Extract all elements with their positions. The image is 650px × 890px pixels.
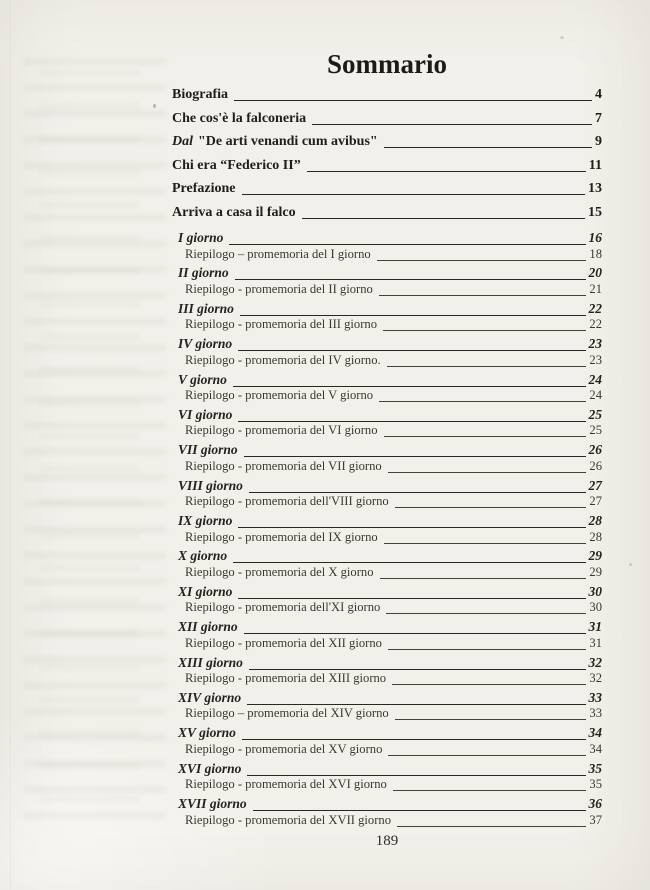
toc-subentry-page: 23: [589, 352, 602, 367]
toc-entry-label: Prefazione: [172, 181, 236, 196]
toc-day-page: 16: [588, 230, 602, 245]
toc-day-entry: [172, 513, 602, 530]
toc-day-group: [172, 265, 602, 297]
toc-subentry-page: 29: [589, 564, 602, 579]
toc-day-entry: [172, 407, 602, 424]
leader-line: [238, 598, 585, 599]
leader-line: [247, 775, 585, 776]
toc-entry: [172, 111, 602, 135]
toc-subentry-page: 24: [589, 388, 602, 403]
toc-subentry-label: Riepilogo - promemoria del II giorno: [185, 281, 373, 296]
toc-entry-page: 11: [588, 157, 602, 173]
toc-subentry: [172, 706, 602, 721]
toc-subentry-label: Riepilogo – promemoria del I giorno: [185, 246, 371, 261]
toc-day-label: XVII giorno: [178, 796, 247, 811]
toc-subentry-page: 26: [589, 458, 602, 473]
toc-entry-page: 7: [595, 110, 602, 126]
toc-day-label: XI giorno: [178, 583, 233, 599]
toc-day-label: VIII giorno: [178, 477, 243, 493]
toc-day-group: [172, 442, 602, 474]
leader-line: [384, 147, 592, 148]
toc-day-group: [172, 619, 602, 651]
leader-line: [395, 719, 587, 720]
toc-day-entry: [172, 372, 602, 389]
leader-line: [392, 684, 586, 685]
toc-day-label: III giorno: [178, 300, 234, 316]
toc-subentry: [172, 600, 602, 615]
toc-day-label: XIV giorno: [178, 689, 242, 705]
toc-subentry: [172, 317, 602, 332]
toc-day-entry: [172, 478, 602, 495]
leader-line: [249, 669, 586, 670]
toc-subentry-page: 22: [589, 317, 602, 332]
leader-line: [244, 633, 586, 634]
leader-line: [388, 649, 586, 650]
toc-day-page: 35: [588, 760, 602, 776]
toc-day-page: 36: [588, 796, 602, 811]
toc-day-group: [172, 725, 602, 757]
toc-day-entry: [172, 655, 602, 672]
toc-day-group: [172, 796, 602, 828]
leader-line: [233, 386, 586, 387]
toc-day-page: 34: [588, 725, 602, 741]
leader-line: [377, 260, 587, 261]
leader-line: [234, 100, 592, 101]
leader-line: [397, 826, 586, 827]
toc-subentry-label: Riepilogo - promemoria del XV giorno: [185, 741, 383, 756]
toc-day-page: 31: [588, 619, 602, 635]
toc-subentry-page: 28: [589, 529, 602, 544]
leader-line: [233, 562, 585, 563]
toc-day-label: VI giorno: [178, 406, 233, 422]
toc-subentry-page: 21: [589, 281, 602, 296]
leader-line: [388, 472, 587, 473]
leader-line: [379, 401, 586, 402]
scan-speck: [560, 36, 564, 39]
toc-day-label: V giorno: [178, 371, 227, 387]
toc-day-group: [172, 655, 602, 687]
toc-day-label: X giorno: [178, 548, 228, 564]
toc-subentry: [172, 813, 602, 828]
toc-entry-page: 13: [588, 181, 602, 196]
toc-subentry-label: Riepilogo - promemoria del IX giorno: [185, 529, 378, 544]
toc-day-group: [172, 584, 602, 616]
page-title: Sommario: [327, 49, 447, 79]
leader-line: [242, 739, 586, 740]
toc-subentry-label: Riepilogo - promemoria del XVI giorno: [185, 777, 387, 792]
toc-day-label: IX giorno: [178, 513, 233, 528]
toc-entry-label: Che cos'è la falconeria: [172, 110, 307, 126]
toc-subentry: [172, 777, 602, 792]
leader-line: [240, 315, 586, 316]
toc-day-entry: [172, 796, 602, 813]
toc-day-section: [172, 230, 602, 828]
toc-day-entry: [172, 301, 602, 318]
toc-subentry-page: 35: [589, 777, 602, 792]
toc-day-page: 23: [588, 336, 602, 352]
leader-line: [238, 527, 585, 528]
toc-subentry: [172, 247, 602, 262]
toc-subentry-label: Riepilogo - promemoria del V giorno: [185, 388, 374, 403]
toc-subentry: [172, 530, 602, 545]
toc-subentry: [172, 353, 602, 368]
toc-day-entry: [172, 690, 602, 707]
leader-line: [380, 578, 587, 579]
leader-line: [388, 755, 586, 756]
toc-subentry: [172, 636, 602, 651]
table-of-contents: [172, 87, 602, 831]
leader-line: [384, 543, 587, 544]
toc-day-entry: [172, 442, 602, 459]
toc-subentry-label: Riepilogo - promemoria del XII giorno: [185, 635, 382, 650]
toc-subentry: [172, 423, 602, 438]
leader-line: [386, 613, 586, 614]
toc-entry-page: 4: [595, 87, 602, 102]
toc-day-entry: [172, 230, 602, 247]
leader-line: [383, 330, 586, 331]
toc-subentry-label: Riepilogo - promemoria del XIII giorno: [185, 671, 387, 686]
toc-day-group: [172, 372, 602, 404]
toc-subentry: [172, 282, 602, 297]
toc-entry: [172, 87, 602, 111]
toc-day-label: XV giorno: [178, 725, 236, 741]
scan-speck: [629, 563, 632, 566]
toc-day-group: [172, 301, 602, 333]
toc-subentry: [172, 565, 602, 580]
toc-day-label: II giorno: [178, 265, 229, 281]
toc-entry: [172, 158, 602, 182]
toc-subentry-label: Riepilogo - promemoria del IV giorno.: [185, 352, 381, 367]
toc-day-label: I giorno: [178, 230, 224, 245]
toc-subentry-page: 32: [589, 671, 602, 686]
leader-line: [312, 124, 592, 125]
toc-day-group: [172, 407, 602, 439]
toc-subentry: [172, 459, 602, 474]
toc-day-entry: [172, 265, 602, 282]
leader-line: [302, 218, 585, 219]
toc-subentry-page: 31: [589, 635, 602, 650]
toc-day-page: 33: [588, 689, 602, 705]
toc-day-entry: [172, 725, 602, 742]
toc-day-label: IV giorno: [178, 336, 233, 352]
toc-day-page: 29: [588, 548, 602, 564]
toc-day-entry: [172, 336, 602, 353]
toc-subentry-label: Riepilogo - promemoria dell'XI giorno: [185, 600, 381, 615]
toc-subentry-label: Riepilogo – promemoria del XIV giorno: [185, 706, 389, 721]
toc-day-entry: [172, 761, 602, 778]
leader-line: [395, 507, 587, 508]
toc-day-page: 24: [588, 371, 602, 387]
toc-day-group: [172, 336, 602, 368]
toc-entry-label: Biografia: [172, 87, 228, 102]
toc-subentry: [172, 494, 602, 509]
toc-day-entry: [172, 619, 602, 636]
toc-entry-label: "De arti venandi cum avibus": [198, 134, 378, 149]
page-crease: [10, 0, 12, 890]
toc-day-label: XII giorno: [178, 619, 238, 635]
toc-subentry-label: Riepilogo - promemoria del VI giorno: [185, 423, 378, 438]
toc-main-section: [172, 87, 602, 228]
toc-day-page: 22: [588, 300, 602, 316]
leader-line: [249, 492, 586, 493]
toc-entry: [172, 205, 602, 229]
toc-day-page: 20: [588, 265, 602, 281]
toc-entry: [172, 134, 602, 158]
toc-subentry-page: 18: [589, 246, 602, 261]
leader-line: [379, 295, 587, 296]
toc-subentry-page: 33: [589, 706, 602, 721]
toc-day-entry: [172, 548, 602, 565]
toc-entry-page: 9: [595, 134, 602, 149]
toc-day-label: XVI giorno: [178, 760, 242, 776]
leader-line: [244, 456, 586, 457]
leader-line: [307, 171, 586, 172]
toc-day-group: [172, 230, 602, 262]
leader-line: [387, 366, 587, 367]
toc-day-page: 32: [588, 654, 602, 670]
toc-subentry-page: 37: [589, 812, 602, 827]
toc-day-group: [172, 513, 602, 545]
page-number: 189: [375, 833, 399, 849]
toc-day-page: 27: [588, 477, 602, 493]
leader-line: [238, 421, 585, 422]
toc-day-label: XIII giorno: [178, 654, 243, 670]
toc-day-page: 25: [588, 406, 602, 422]
toc-day-page: 26: [588, 442, 602, 458]
toc-day-group: [172, 690, 602, 722]
toc-day-group: [172, 478, 602, 510]
toc-day-entry: [172, 584, 602, 601]
toc-subentry-page: 30: [589, 600, 602, 615]
leader-line: [384, 436, 587, 437]
toc-day-page: 30: [588, 583, 602, 599]
toc-subentry-page: 27: [589, 494, 602, 509]
scan-speck: [153, 104, 156, 108]
leader-line: [229, 244, 585, 245]
toc-subentry: [172, 671, 602, 686]
toc-subentry-page: 25: [589, 423, 602, 438]
toc-subentry-label: Riepilogo - promemoria del VII giorno: [185, 458, 382, 473]
toc-subentry-label: Riepilogo - promemoria del X giorno: [185, 564, 374, 579]
toc-entry-label: Arriva a casa il falco: [172, 204, 296, 220]
toc-entry: [172, 181, 602, 205]
toc-subentry-label: Riepilogo - promemoria del III giorno: [185, 317, 378, 332]
leader-line: [235, 279, 586, 280]
leader-line: [393, 790, 587, 791]
leader-line: [247, 704, 585, 705]
leader-line: [238, 350, 585, 351]
toc-entry-page: 15: [588, 204, 602, 220]
toc-day-group: [172, 761, 602, 793]
toc-subentry: [172, 742, 602, 757]
toc-entry-label: Chi era “Federico II”: [172, 157, 301, 173]
leader-line: [253, 810, 586, 811]
page-showthrough: [40, 70, 140, 810]
leader-line: [242, 194, 586, 195]
toc-subentry-page: 34: [589, 741, 602, 756]
toc-day-page: 28: [588, 513, 602, 528]
toc-subentry-label: Riepilogo - promemoria dell'VIII giorno: [185, 494, 389, 509]
toc-entry-italic-prefix: Dal: [172, 134, 193, 149]
toc-subentry-label: Riepilogo - promemoria del XVII giorno: [185, 812, 392, 827]
toc-day-label: VII giorno: [178, 442, 238, 458]
toc-day-group: [172, 548, 602, 580]
toc-subentry: [172, 388, 602, 403]
